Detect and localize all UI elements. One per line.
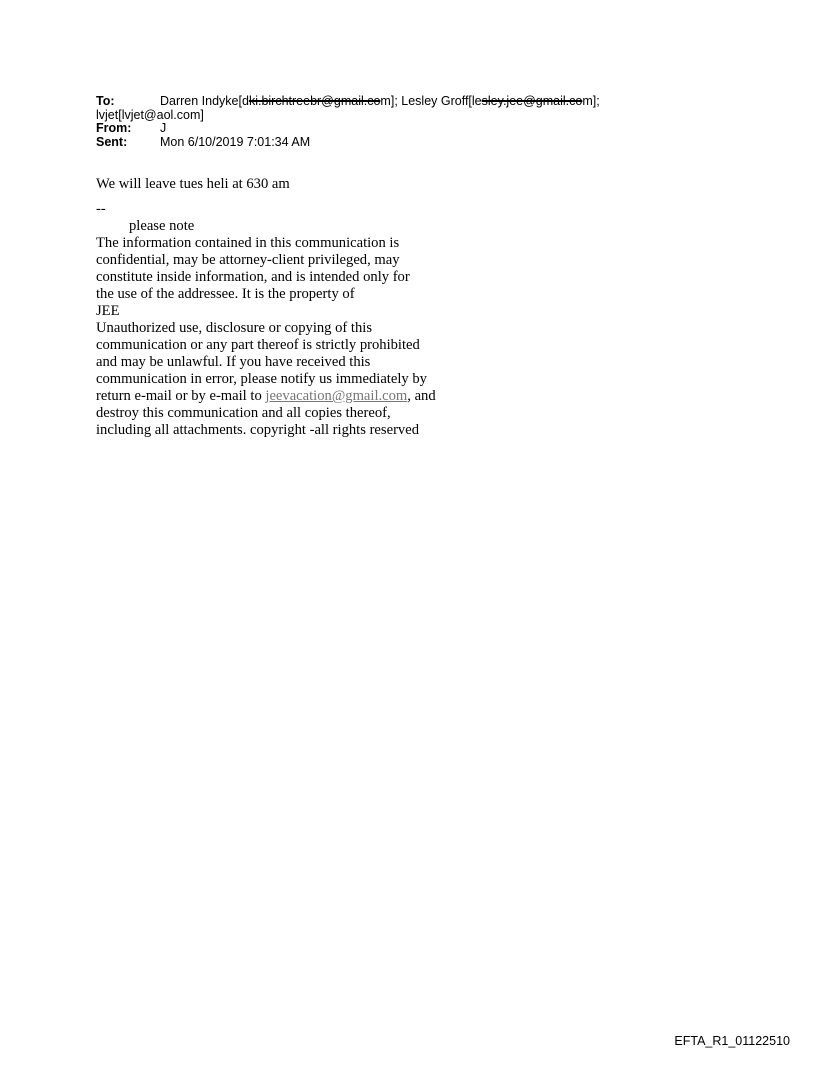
disclaimer-line: confidential, may be attorney-client privileged, may — [96, 252, 400, 268]
message-text: We will leave tues heli at 630 am — [96, 176, 290, 192]
to-email-2-suffix: m — [582, 94, 593, 108]
document-id: EFTA_R1_01122510 — [674, 1034, 790, 1048]
please-note: please note — [129, 218, 195, 234]
email-link[interactable]: jeevacation@gmail.com — [265, 388, 408, 404]
to-email-1-redacted: ki.birchtreebr@gmail.co — [248, 94, 381, 108]
disclaimer-line: JEE — [96, 303, 120, 319]
disclaimer-line-return — [96, 388, 516, 405]
to-email-1-suffix: m — [380, 94, 391, 108]
disclaimer-line: Unauthorized use, disclosure or copying of this — [96, 320, 373, 336]
sent-row — [96, 136, 716, 150]
disclaimer-line: communication in error, please notify us immediately by — [96, 371, 427, 387]
email-body — [96, 176, 516, 439]
to-row — [96, 95, 716, 109]
return-prefix: return e-mail or by e-mail to — [96, 388, 266, 404]
from-row — [96, 122, 716, 136]
disclaimer-line: and may be unlawful. If you have received this — [96, 354, 371, 370]
to-end: ]; — [592, 94, 600, 108]
to-email-1-prefix: d — [241, 94, 249, 108]
return-suffix: , and — [407, 388, 436, 404]
disclaimer-line: The information contained in this communication is — [96, 235, 400, 251]
from-value: J — [160, 121, 167, 135]
to-label: To: — [96, 94, 115, 108]
disclaimer-line: constitute inside information, and is intended only for — [96, 269, 410, 285]
to-email-2-redacted: sley.jee@gmail.co — [481, 94, 583, 108]
from-label: From: — [96, 121, 132, 135]
sent-value: Mon 6/10/2019 7:01:34 AM — [160, 134, 311, 149]
sent-label: Sent: — [96, 134, 128, 149]
to-name-1: Darren Indyke[ — [160, 94, 242, 108]
to-row-continued: lvjet[lvjet@aol.com] — [96, 107, 204, 122]
signature-separator: -- — [96, 201, 106, 217]
disclaimer-line: destroy this communication and all copies thereof, — [96, 405, 391, 421]
to-email-2-prefix: le — [471, 94, 482, 108]
email-header — [96, 95, 716, 149]
disclaimer-line: including all attachments. copyright -all rights reserved — [96, 422, 419, 438]
disclaimer-line: communication or any part thereof is strictly prohibited — [96, 337, 420, 353]
to-separator: ]; Lesley Groff[ — [390, 94, 472, 108]
disclaimer-line: the use of the addressee. It is the property of — [96, 286, 355, 302]
